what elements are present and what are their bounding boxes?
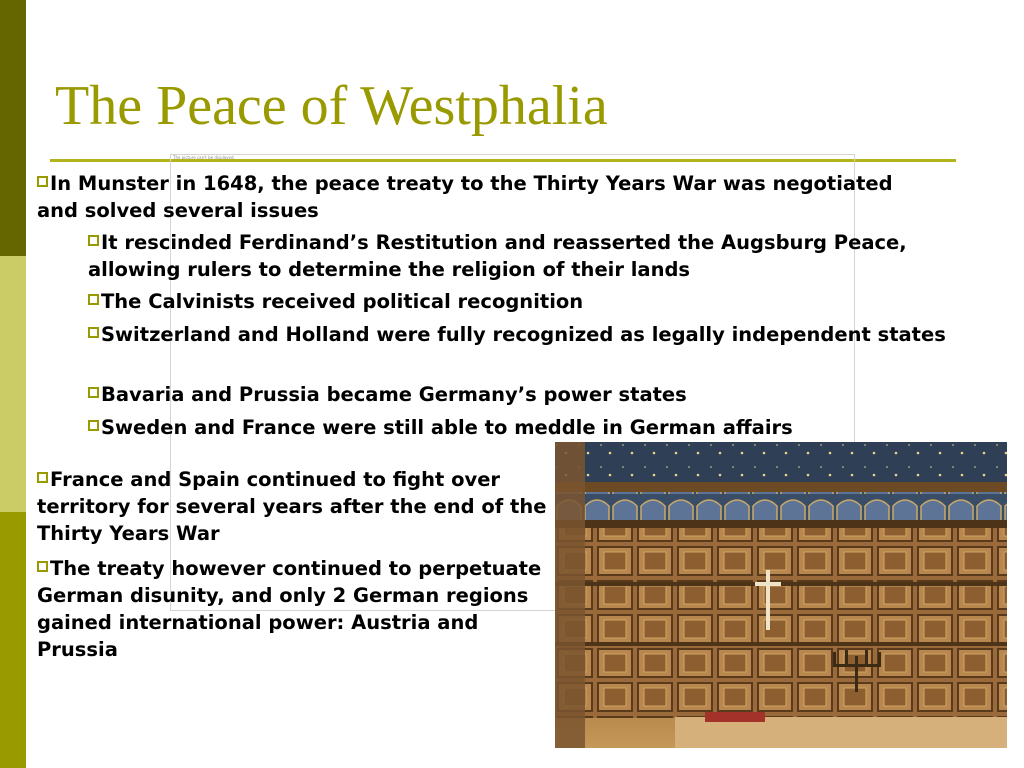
council-hall-interior-photo	[555, 442, 1007, 748]
sub-bullet-item	[88, 321, 958, 348]
placeholder-caption: The picture can't be displayed.	[173, 155, 235, 160]
hollow-square-bullet-icon	[37, 176, 48, 187]
sub-bullet-item	[88, 288, 958, 315]
hollow-square-bullet-icon	[37, 561, 48, 572]
hollow-square-bullet-icon	[37, 472, 48, 483]
sub-bullet-item	[88, 414, 958, 441]
hollow-square-bullet-icon	[88, 327, 99, 338]
bullet-text: In Munster in 1648, the peace treaty to the Thirty Years War was negotiated and solved several issues	[37, 172, 893, 222]
sub-bullet-text: The Calvinists received political recognition	[101, 290, 584, 313]
hollow-square-bullet-icon	[88, 294, 99, 305]
sub-bullet-item	[88, 381, 958, 408]
side-stripe-middle	[0, 256, 26, 512]
bullet-text: France and Spain continued to fight over territory for several years after the end of the Thirty Years War	[37, 468, 547, 545]
side-stripe-bottom	[0, 512, 26, 768]
bullet-item	[37, 555, 557, 663]
bullet-text: The treaty however continued to perpetuate German disunity, and only 2 German regions gained international power: Austria and Prussia	[37, 557, 542, 661]
hollow-square-bullet-icon	[88, 235, 99, 246]
slide-title: The Peace of Westphalia	[55, 75, 608, 137]
sub-bullet-text: Switzerland and Holland were fully recognized as legally independent states	[101, 323, 946, 346]
hollow-square-bullet-icon	[88, 420, 99, 431]
hollow-square-bullet-icon	[88, 387, 99, 398]
bullet-item	[37, 170, 907, 224]
side-stripe-top	[0, 0, 26, 256]
sub-bullet-text: It rescinded Ferdinand’s Restitution and reasserted the Augsburg Peace, allowing rulers to determine the religion of their lands	[88, 231, 907, 281]
bullet-item	[37, 466, 557, 547]
sub-bullet-text: Bavaria and Prussia became Germany’s power states	[101, 383, 687, 406]
sub-bullet-item	[88, 229, 958, 283]
sub-bullet-text: Sweden and France were still able to meddle in German affairs	[101, 416, 793, 439]
